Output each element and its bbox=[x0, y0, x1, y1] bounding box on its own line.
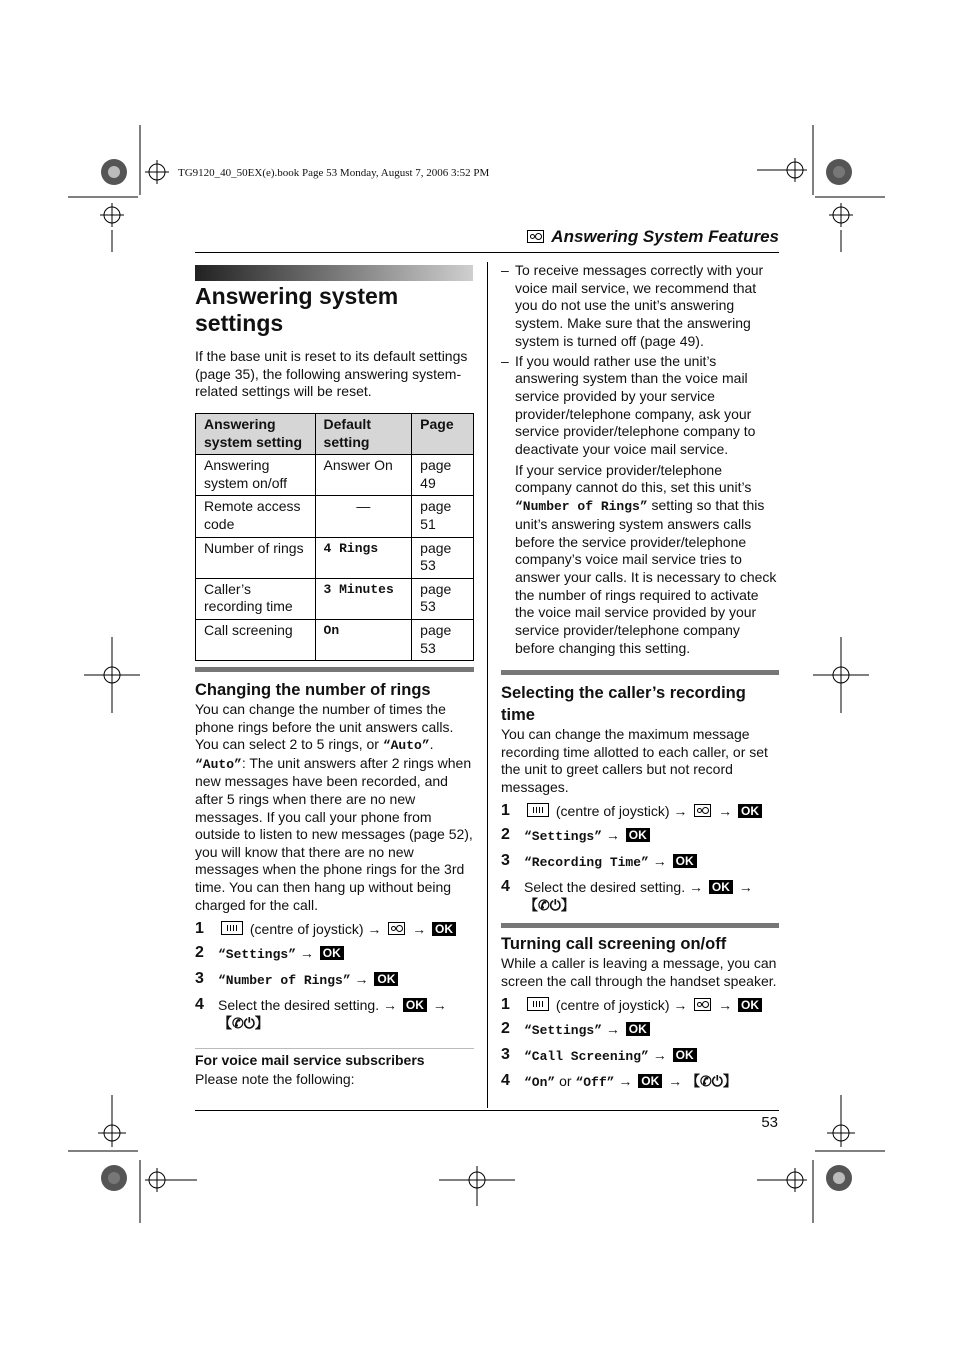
print-slug: TG9120_40_50EX(e).book Page 53 Monday, August 7, 2006 3:52 PM bbox=[178, 167, 490, 179]
step-4: 4 “On” or “Off” → OK → 【✆⏻】 bbox=[501, 1072, 737, 1091]
table-row bbox=[196, 455, 474, 496]
rings-section bbox=[195, 667, 474, 1088]
section-bar bbox=[501, 670, 779, 675]
table-cell: page 53 bbox=[412, 619, 474, 660]
ok-key-icon: OK bbox=[432, 922, 456, 936]
ok-key-icon: OK bbox=[320, 946, 344, 960]
ok-key-icon: OK bbox=[673, 1048, 697, 1062]
note-bullet-2: – If you would rather use the unit’s answering system than the voice mail service provided by your service provider/telephone company, ask your service provider/telephone company to deactivate your voice mail service. bbox=[501, 352, 756, 458]
table-cell: page 53 bbox=[412, 578, 474, 619]
table-cell: Answering system on/off bbox=[196, 455, 316, 496]
table-cell: 3 Minutes bbox=[315, 578, 412, 619]
page-number: 53 bbox=[761, 1114, 778, 1131]
title-gradient-bar bbox=[195, 265, 473, 281]
step-3: 3 “Number of Rings” → OK bbox=[195, 970, 474, 990]
answering-machine-icon bbox=[527, 230, 544, 243]
recording-time-paragraph: You can change the maximum message recording time allotted to each caller, or set the unit to greet callers but not record messages. bbox=[501, 726, 768, 795]
page-title bbox=[195, 283, 475, 337]
ok-key-icon: OK bbox=[626, 828, 650, 842]
footer-rule bbox=[195, 1110, 779, 1111]
answering-machine-icon bbox=[388, 922, 405, 935]
call-screening-paragraph: While a caller is leaving a message, you can screen the call through the handset speaker. bbox=[501, 955, 777, 989]
section-header bbox=[524, 227, 779, 247]
recording-time-steps bbox=[501, 802, 779, 914]
subscribers-note: For voice mail service subscribers Please note the following: bbox=[195, 1048, 474, 1088]
step-1: 1 (centre of joystick) → → OK bbox=[501, 802, 779, 820]
menu-icon bbox=[527, 997, 549, 1011]
call-screening-section bbox=[501, 923, 779, 1092]
rings-heading: Changing the number of rings bbox=[195, 681, 431, 699]
section-bar bbox=[501, 923, 779, 928]
table-cell: page 51 bbox=[412, 496, 474, 537]
table-cell: Call screening bbox=[196, 619, 316, 660]
off-key-icon: 【✆⏻】 bbox=[524, 897, 575, 914]
table-cell: — bbox=[315, 496, 412, 537]
ok-key-icon: OK bbox=[374, 972, 398, 986]
header-rule bbox=[195, 252, 779, 253]
ok-key-icon: OK bbox=[403, 998, 427, 1012]
table-row bbox=[196, 496, 474, 537]
table-row bbox=[196, 537, 474, 578]
ok-key-icon: OK bbox=[738, 998, 762, 1012]
table-cell: 4 Rings bbox=[315, 537, 412, 578]
title-line-1: Answering system bbox=[195, 283, 399, 309]
settings-table bbox=[195, 413, 474, 661]
step-4: 4 Select the desired setting. → OK → 【✆⏻】 bbox=[501, 878, 753, 914]
step-3: 3 “Call Screening” → OK bbox=[501, 1046, 779, 1066]
menu-icon bbox=[527, 803, 549, 817]
call-screening-steps bbox=[501, 996, 779, 1092]
ok-key-icon: OK bbox=[738, 804, 762, 818]
note-paragraph: If your service provider/telephone company cannot do this, set this unit’s “Number of Rings” setting so that this unit’s answering system answers calls before the service provider/telephone company’s voice mail service tries to answer your calls. It is necessary to check the number of rings required to activate the voice mail service provided by your service provider/telephone company before changing this setting. bbox=[515, 461, 777, 656]
rings-steps bbox=[195, 920, 474, 1032]
step-3: 3 “Recording Time” → OK bbox=[501, 852, 779, 872]
table-row bbox=[196, 578, 474, 619]
step-2: 2 “Settings” → OK bbox=[501, 1020, 779, 1040]
step-2: 2 “Settings” → OK bbox=[501, 826, 779, 846]
table-header: Page bbox=[412, 414, 474, 455]
rings-paragraph-2: “Auto”: The unit answers after 2 rings when new messages have been recorded, and after 5 rings when there are no new messages. If you call your phone from outside to listen to new messages (page 52), you will know that there are no new messages when the phone rings for the 3rd time. You can then hang up without being charged for the call. bbox=[195, 754, 473, 913]
voice-mail-notes bbox=[501, 262, 779, 657]
ok-key-icon: OK bbox=[626, 1022, 650, 1036]
section-header-title: Answering System Features bbox=[551, 227, 779, 246]
table-cell: On bbox=[315, 619, 412, 660]
step-1: 1 (centre of joystick) → → OK bbox=[195, 920, 474, 938]
note-bullet-1: – To receive messages correctly with your voice mail service, we recommend that you do not use the unit’s answering system. Make sure that the answering system is turned off (page 49). bbox=[501, 262, 764, 349]
table-cell: Caller’s recording time bbox=[196, 578, 316, 619]
intro-paragraph: If the base unit is reset to its default settings (page 35), the following answering system-related settings will be reset. bbox=[195, 348, 468, 400]
call-screening-heading: Turning call screening on/off bbox=[501, 935, 727, 953]
rings-paragraph-1: You can change the number of times the phone rings before the unit answers calls. You can select 2 to 5 rings, or “Auto”. bbox=[195, 701, 454, 754]
table-cell: Remote access code bbox=[196, 496, 316, 537]
table-cell: Answer On bbox=[315, 455, 412, 496]
off-key-icon: 【✆⏻】 bbox=[686, 1073, 737, 1090]
table-row bbox=[196, 619, 474, 660]
step-2: 2 “Settings” → OK bbox=[195, 944, 474, 964]
recording-time-heading: Selecting the caller’s recording time bbox=[501, 684, 746, 724]
answering-machine-icon bbox=[694, 998, 711, 1011]
ok-key-icon: OK bbox=[709, 880, 733, 894]
step-1: 1 (centre of joystick) → → OK bbox=[501, 996, 779, 1014]
table-header: Default setting bbox=[315, 414, 412, 455]
step-4: 4 Select the desired setting. → OK → 【✆⏻】 bbox=[195, 996, 447, 1032]
ok-key-icon: OK bbox=[638, 1074, 662, 1088]
title-line-2: settings bbox=[195, 310, 284, 336]
section-bar bbox=[195, 667, 474, 672]
table-cell: Number of rings bbox=[196, 537, 316, 578]
off-key-icon: 【✆⏻】 bbox=[218, 1015, 269, 1032]
table-header: Answering system setting bbox=[196, 414, 316, 455]
ok-key-icon: OK bbox=[673, 854, 697, 868]
recording-time-section bbox=[501, 670, 779, 914]
table-cell: page 53 bbox=[412, 537, 474, 578]
table-cell: page 49 bbox=[412, 455, 474, 496]
table-header-row bbox=[196, 414, 474, 455]
menu-icon bbox=[221, 921, 243, 935]
answering-machine-icon bbox=[694, 804, 711, 817]
column-divider bbox=[487, 262, 488, 1108]
